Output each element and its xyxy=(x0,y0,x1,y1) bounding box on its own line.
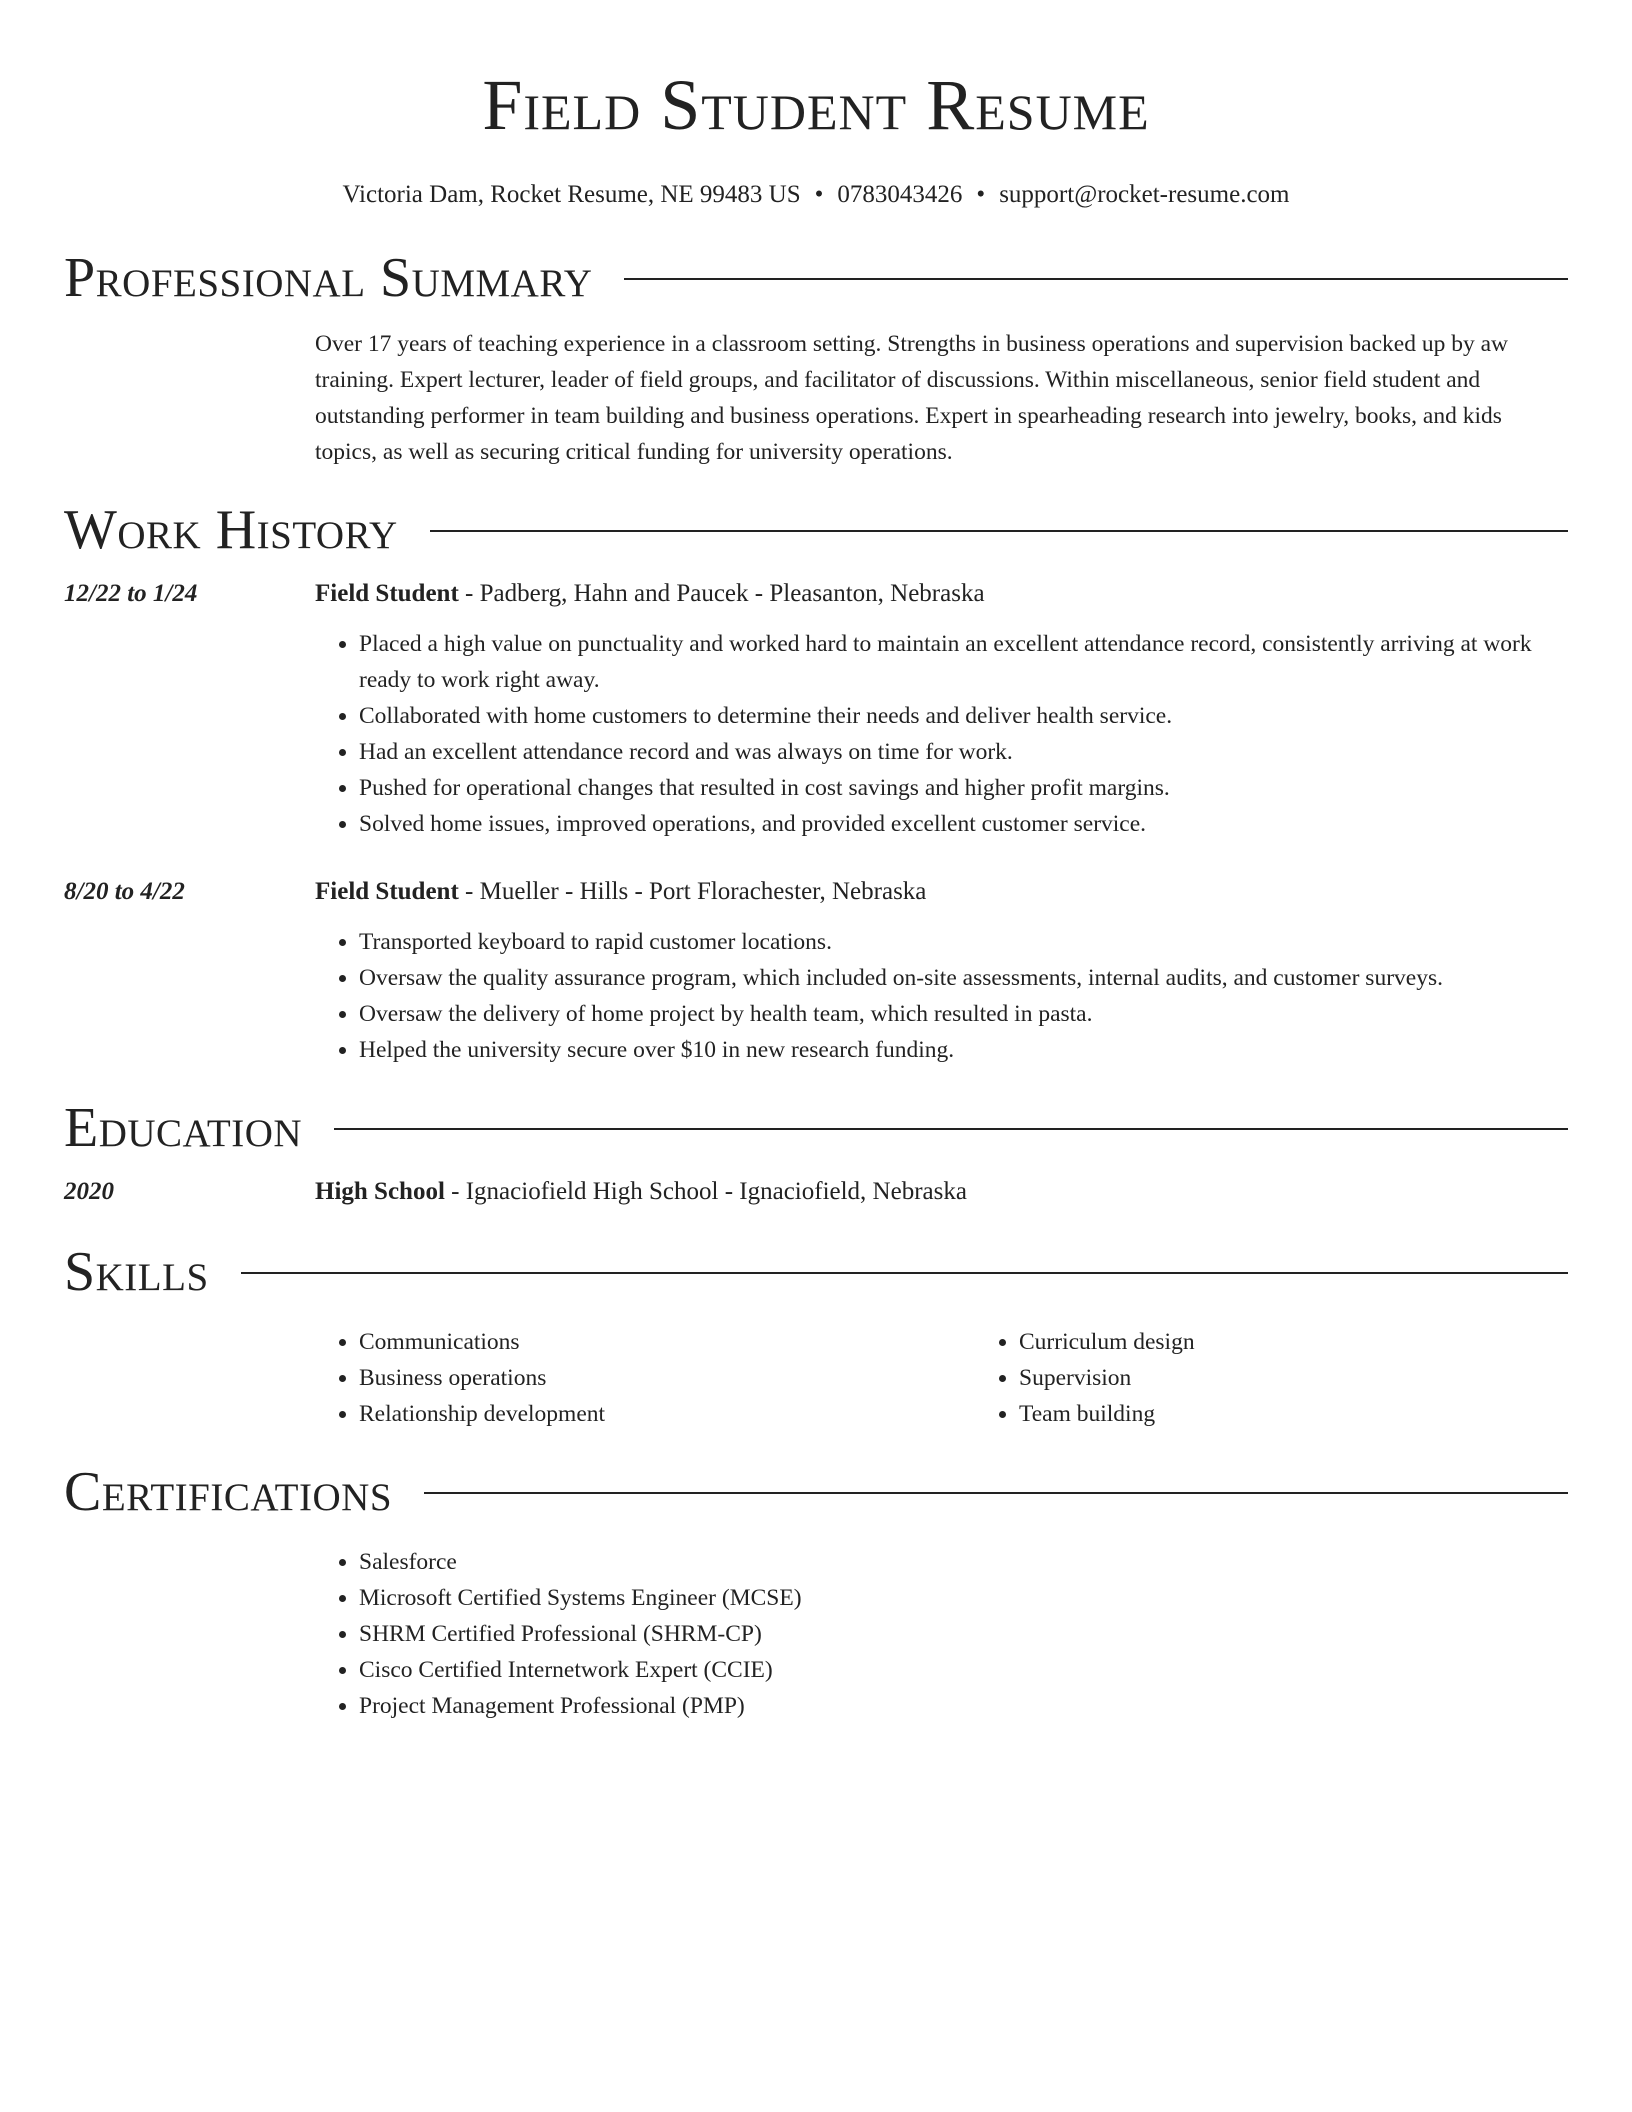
list-item: • Business operations xyxy=(359,1360,975,1396)
section-title: Professional Summary xyxy=(64,247,593,309)
list-item: • Helped the university secure over $10 in new research funding. xyxy=(359,1032,1568,1068)
skills-column-right xyxy=(975,1324,1632,1432)
list-item: • Relationship development xyxy=(359,1396,975,1432)
job-details xyxy=(315,574,1568,842)
section-header-skills xyxy=(64,1242,1568,1302)
list-item: • Salesforce xyxy=(359,1544,1568,1580)
job-entry xyxy=(64,574,1568,842)
section-divider xyxy=(430,530,1568,532)
list-item: • Communications xyxy=(359,1324,975,1360)
list-item: • Supervision xyxy=(1019,1360,1632,1396)
job-role: Field Student xyxy=(315,878,459,905)
list-item: • Project Management Professional (PMP) xyxy=(359,1688,1568,1724)
list-item: • Pushed for operational changes that resulted in cost savings and higher profit margins. xyxy=(359,770,1568,806)
section-divider xyxy=(241,1272,1568,1274)
resume-title: Field Student Resume xyxy=(482,65,1150,145)
contact-separator: • xyxy=(976,181,986,208)
job-details xyxy=(315,872,1568,1068)
list-item: • Had an excellent attendance record and was always on time for work. xyxy=(359,734,1568,770)
certifications-block xyxy=(315,1544,1568,1724)
contact-line xyxy=(64,178,1568,212)
list-item: • Microsoft Certified Systems Engineer (MCSE) xyxy=(359,1580,1568,1616)
section-title: Work History xyxy=(64,499,398,561)
section-header-summary xyxy=(64,248,1568,308)
job-bullets xyxy=(315,626,1568,842)
list-item: • Transported keyboard to rapid customer locations. xyxy=(359,924,1568,960)
job-dates: 8/20 to 4/22 xyxy=(64,878,185,905)
section-divider xyxy=(334,1128,1568,1130)
skills-list xyxy=(315,1324,1568,1432)
job-dates: 12/22 to 1/24 xyxy=(64,580,198,607)
list-item: • Oversaw the delivery of home project by health team, which resulted in pasta. xyxy=(359,996,1568,1032)
section-header-education xyxy=(64,1098,1568,1158)
section-header-certifications xyxy=(64,1462,1568,1522)
list-item: • Team building xyxy=(1019,1396,1632,1432)
job-company: - Padberg, Hahn and Paucek - Pleasanton, Nebraska xyxy=(458,580,985,607)
list-item: • Cisco Certified Internetwork Expert (CCIE) xyxy=(359,1652,1568,1688)
list-item: • Solved home issues, improved operations, and provided excellent customer service. xyxy=(359,806,1568,842)
section-divider xyxy=(424,1492,1568,1494)
job-role: Field Student xyxy=(315,580,459,607)
list-item: • Oversaw the quality assurance program, which included on-site assessments, internal audits, and customer surveys. xyxy=(359,960,1568,996)
list-item: • Curriculum design xyxy=(1019,1324,1632,1360)
education-degree: High School xyxy=(315,1178,445,1205)
section-title: Certifications xyxy=(64,1461,393,1523)
education-entry xyxy=(64,1172,1568,1212)
contact-email: support@rocket-resume.com xyxy=(999,181,1290,208)
education-school: - Ignaciofield High School - Ignaciofield, Nebraska xyxy=(444,1178,967,1205)
job-title-line xyxy=(315,574,1568,614)
job-bullets xyxy=(315,924,1568,1068)
job-entry xyxy=(64,872,1568,1068)
list-item: • Collaborated with home customers to determine their needs and deliver health service. xyxy=(359,698,1568,734)
section-title: Education xyxy=(64,1097,303,1159)
list-item: • SHRM Certified Professional (SHRM-CP) xyxy=(359,1616,1568,1652)
contact-separator: • xyxy=(814,181,824,208)
summary-text: Over 17 years of teaching experience in a classroom setting. Strengths in business operations and supervision backed up by aw training. Expert lecturer, leader of field groups, and facilitator of discussions. Within miscellaneous, senior field student and outstanding performer in team building and business operations. Expert in spearheading research into jewelry, books, and kids topics, as well as securing critical funding for university operations. xyxy=(315,331,1508,465)
section-title: Skills xyxy=(64,1241,209,1303)
contact-phone: 0783043426 xyxy=(837,181,963,208)
certifications-list xyxy=(315,1544,1568,1724)
section-header-work-history xyxy=(64,500,1568,560)
section-divider xyxy=(624,278,1568,280)
education-year: 2020 xyxy=(64,1178,114,1205)
education-title-line xyxy=(315,1172,1568,1212)
job-title-line xyxy=(315,872,1568,912)
job-company: - Mueller - Hills - Port Florachester, Nebraska xyxy=(458,878,927,905)
list-item: • Placed a high value on punctuality and worked hard to maintain an excellent attendance record, consistently arriving at work ready to work right away. xyxy=(359,626,1568,698)
skills-column-left xyxy=(315,1324,975,1432)
education-details xyxy=(315,1172,1568,1212)
contact-address: Victoria Dam, Rocket Resume, NE 99483 US xyxy=(342,181,801,208)
